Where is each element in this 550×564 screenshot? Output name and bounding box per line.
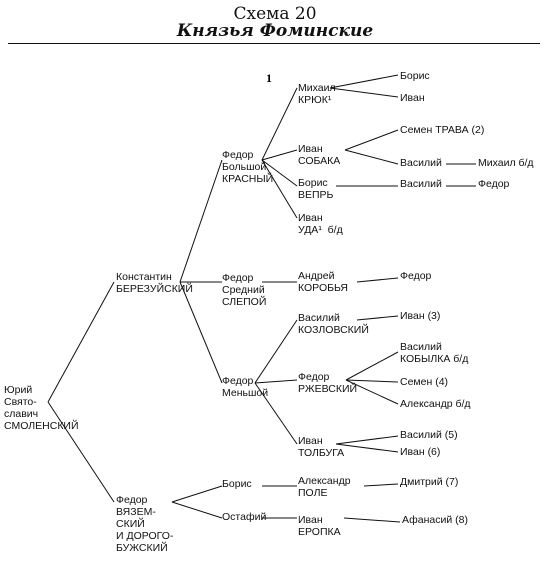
edge-line — [364, 484, 398, 486]
edge-line — [330, 88, 398, 97]
person-vasiliy-5: Василий (5) — [400, 429, 458, 441]
person-aleksandr-bd: Александр б/д — [400, 398, 471, 410]
person-ivan-eropka: Иван ЕРОПКА — [298, 514, 341, 538]
person-fedor-vb: Федор — [478, 178, 510, 190]
edge-line — [255, 320, 297, 383]
person-andrey-korobya: Андрей КОРОБЬЯ — [298, 270, 348, 294]
person-ostafiy: Остафий — [222, 511, 267, 523]
edge-line — [172, 486, 222, 502]
person-fedor-bolshoy: Федор Большой КРАСНЫЙ — [222, 149, 274, 185]
edge-line — [344, 518, 400, 522]
edge-line — [180, 160, 222, 282]
person-yuri: Юрий Свято- славич СМОЛЕНСКИЙ — [4, 384, 79, 432]
person-fedor-sredniy: Федор Средний СЛЕПОЙ — [222, 272, 267, 308]
person-ivan-tolbuga: Иван ТОЛБУГА — [298, 435, 345, 459]
person-dmitriy: Дмитрий (7) — [400, 476, 459, 488]
person-fedor-a: Федор — [400, 270, 432, 282]
person-ivan-sobaka: Иван СОБАКА — [298, 143, 341, 167]
edge-line — [330, 75, 398, 88]
edge-line — [336, 436, 398, 444]
person-afanasiy: Афанасий (8) — [402, 514, 468, 526]
person-fedor-rzhevsky: Федор РЖЕВСКИЙ — [298, 371, 358, 395]
person-fedor-vyazemsky: Федор ВЯЗЕМ- СКИЙ И ДОРОГО- БУЖСКИЙ — [116, 494, 174, 554]
edge-line — [357, 278, 398, 282]
person-semen-4: Семен (4) — [400, 376, 449, 388]
person-aleksandr-pole: Александр ПОЛЕ — [298, 475, 351, 499]
page-marker: 1 — [266, 71, 272, 85]
person-konstantin: Константин БЕРЕЗУЙСКИЙ — [116, 271, 193, 295]
person-fedor-menshoy: Федор Меньшой — [222, 375, 269, 399]
person-ivan-6: Иван (6) — [400, 446, 441, 458]
edge-line — [180, 282, 222, 383]
person-boris-m: Борис — [400, 70, 430, 82]
person-vasiliy-s: Василий — [400, 157, 442, 169]
edge-line — [345, 130, 398, 150]
person-vasiliy-b: Василий — [400, 178, 442, 190]
person-ivan-uda: Иван УДА¹ б/д — [298, 212, 343, 236]
person-vasiliy-kozlovsky: Василий КОЗЛОВСКИЙ — [298, 312, 369, 336]
edge-line — [172, 502, 222, 518]
edge-line — [345, 150, 398, 164]
edge-line — [336, 444, 398, 452]
person-mikhail-bd: Михаил б/д — [478, 157, 534, 169]
person-ivan-3: Иван (3) — [400, 310, 441, 322]
person-vasiliy-kobylka: Василий КОБЫЛКА б/д — [400, 341, 469, 365]
person-semen-trava: Семен ТРАВА (2) — [400, 124, 485, 136]
person-ivan-m: Иван — [400, 92, 425, 104]
diagram-title: Князья Фоминские — [176, 21, 374, 41]
person-boris-vepr: Борис ВЕПРЬ — [298, 177, 334, 201]
person-mikhail-kryuk: Михаил КРЮК¹ — [298, 82, 336, 106]
person-boris: Борис — [222, 478, 252, 490]
scheme-number: Схема 20 — [233, 4, 317, 24]
